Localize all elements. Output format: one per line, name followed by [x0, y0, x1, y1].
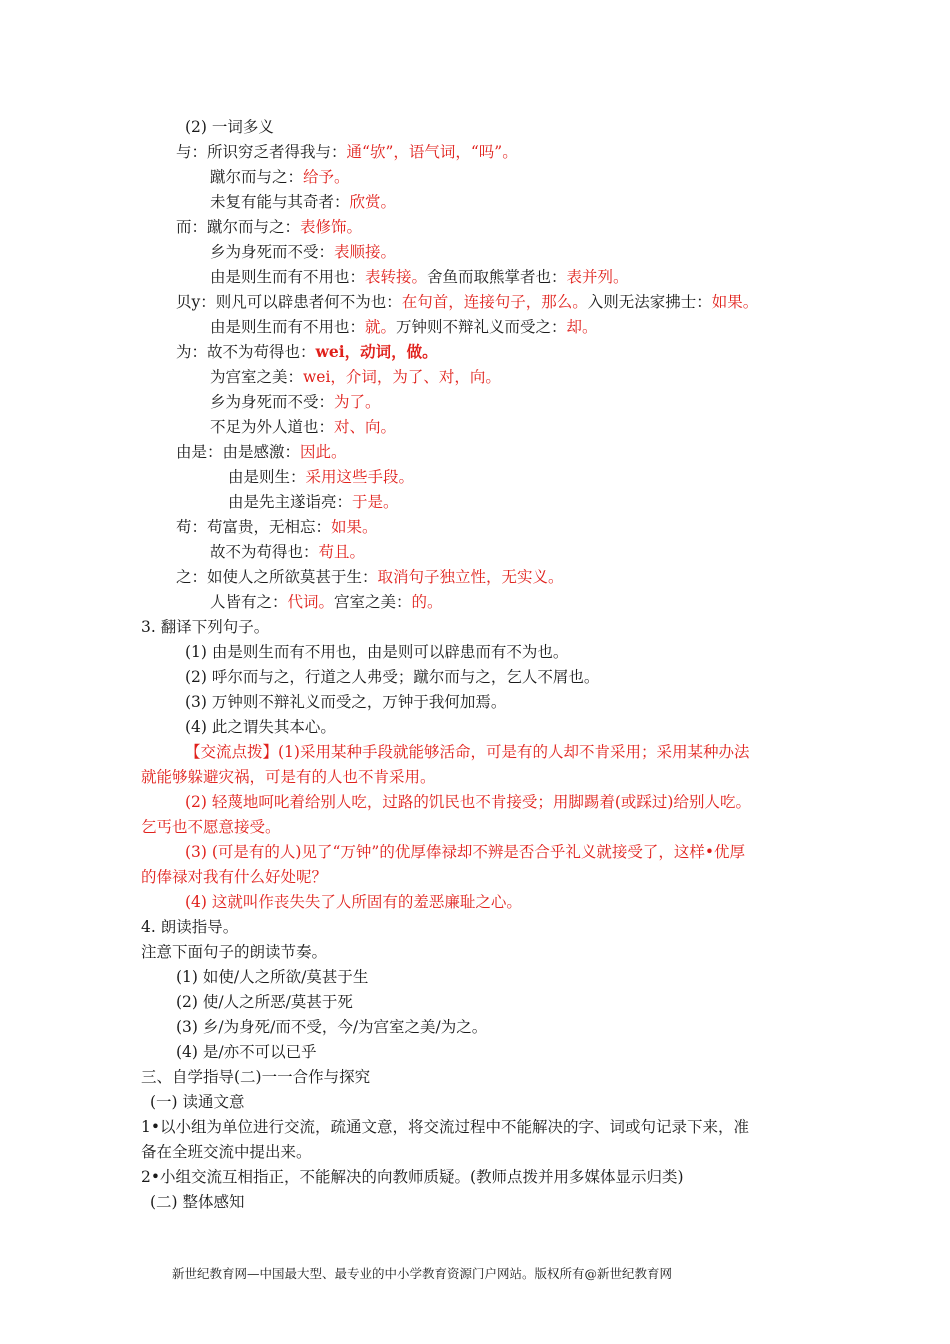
- entry-wei-4: 不足为外人道也：对、向。: [210, 418, 397, 436]
- rhythm-3: (3) 乡/为身死/而不受，今/为宫室之美/为之。: [176, 1018, 488, 1036]
- entry-gou-2: 故不为苟得也：苟且。: [210, 543, 366, 561]
- entry-yu-3: 未复有能与其奇者：欣赏。: [210, 193, 397, 211]
- task-1-line-2: 备在全班交流中提出来。: [141, 1143, 312, 1161]
- entry-youshi-2: 由是则生：采用这些手段。: [228, 468, 415, 486]
- entry-er-3: 由是则生而有不用也：表转接。舍鱼而取熊掌者也：表并列。: [210, 268, 629, 286]
- heading-polysemy: (2) 一词多义: [185, 118, 274, 136]
- entry-yu-2: 蹴尔而与之：给予。: [210, 168, 350, 186]
- entry-er: 而：蹴尔而与之：表修饰。: [176, 218, 363, 236]
- entry-wei: 为：故不为苟得也：wei，动词，做。: [176, 342, 438, 361]
- answer-3-line-2: 的俸禄对我有什么好处呢？: [141, 868, 328, 886]
- sentence-1: (1) 由是则生而有不用也，由是则可以辟患而有不为也。: [185, 643, 569, 661]
- answer-1-line-1: 【交流点拨】(1)采用某种手段就能够活命，可是有的人却不肯采用；采用某种办法: [185, 743, 750, 761]
- entry-wei-3: 乡为身死而不受：为了。: [210, 393, 381, 411]
- rhythm-2: (2) 使/人之所恶/莫甚于死: [176, 993, 353, 1011]
- answer-2-line-1: (2) 轻蔑地呵叱着给别人吃，过路的饥民也不肯接受；用脚踢着(或踩过)给别人吃。: [185, 793, 751, 811]
- answer-4: (4) 这就叫作丧失失了人所固有的羞恶廉耻之心。: [185, 893, 522, 911]
- entry-wei-2: 为宫室之美：wei，介词，为了、对，向。: [210, 368, 501, 386]
- reading-note: 注意下面句子的朗读节奏。: [141, 943, 328, 961]
- subsection-1-title: (一) 读通文意: [150, 1093, 245, 1111]
- entry-youshi: 由是：由是感激：因此。: [176, 443, 347, 461]
- task-2: 2•小组交流互相指正，不能解决的向教师质疑。(教师点拨并用多媒体显示归类): [141, 1168, 684, 1186]
- answer-3-line-1: (3) (可是有的人)见了“万钟”的优厚俸禄却不辨是否合乎礼义就接受了，这样•优厚: [185, 843, 745, 861]
- part-3-title: 三、自学指导(二)一一合作与探究: [141, 1068, 371, 1086]
- entry-gou: 苟：苟富贵，无相忘：如果。: [176, 518, 378, 536]
- rhythm-4: (4) 是/亦不可以已乎: [176, 1043, 317, 1061]
- entry-zhi: 之：如使人之所欲莫甚于生：取消句子独立性，无实义。: [176, 568, 564, 586]
- task-1-line-1: 1•以小组为单位进行交流，疏通文意，将交流过程中不能解决的字、词或句记录下来，准: [141, 1118, 750, 1136]
- answer-2-line-2: 乞丐也不愿意接受。: [141, 818, 281, 836]
- sentence-3: (3) 万钟则不辩礼义而受之，万钟于我何加焉。: [185, 693, 507, 711]
- entry-yu: 与：所识穷乏者得我与：通“欤”，语气词，“吗”。: [176, 143, 518, 161]
- entry-ze: 贝y：则凡可以辟患者何不为也：在句首，连接句子，那么。入则无法家拂士：如果。: [176, 293, 759, 311]
- entry-youshi-3: 由是先主遂诣亮：于是。: [228, 493, 399, 511]
- subsection-2-title: (二) 整体感知: [150, 1193, 245, 1211]
- entry-er-2: 乡为身死而不受：表顺接。: [210, 243, 397, 261]
- section-3-title: 3. 翻译下列句子。: [141, 618, 270, 636]
- answer-1-line-2: 就能够躲避灾祸，可是有的人也不肯采用。: [141, 768, 436, 786]
- section-4-title: 4. 朗读指导。: [141, 918, 239, 936]
- entry-zhi-2: 人皆有之：代词。宫室之美：的。: [210, 593, 443, 611]
- sentence-2: (2) 呼尔而与之，行道之人弗受；蹴尔而与之，乞人不屑也。: [185, 668, 600, 686]
- page-footer: 新世纪教育网—中国最大型、最专业的中小学教育资源门户网站。版权所有@新世纪教育网: [172, 1266, 673, 1281]
- sentence-4: (4) 此之谓失其本心。: [185, 718, 336, 736]
- rhythm-1: (1) 如使/人之所欲/莫甚于生: [176, 968, 369, 986]
- entry-ze-2: 由是则生而有不用也：就。万钟则不辩礼义而受之：却。: [210, 318, 598, 336]
